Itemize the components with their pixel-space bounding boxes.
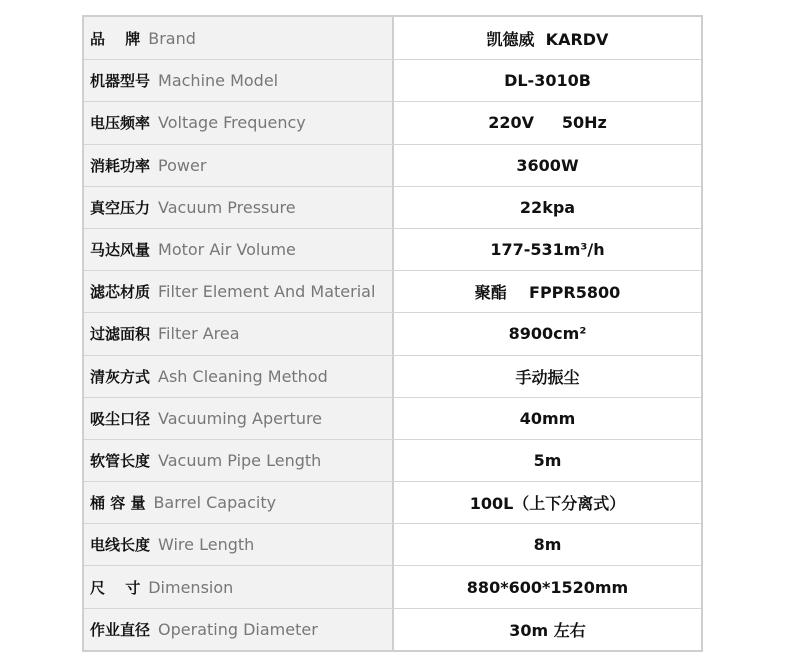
table-row — [84, 481, 701, 523]
spec-label-en: Machine Model — [158, 71, 279, 91]
spec-value: 凯德威 KARDV — [486, 29, 609, 49]
spec-label-cn: 过滤面积 — [90, 325, 151, 344]
spec-label-cell — [84, 482, 394, 523]
spec-label-en: Ash Cleaning Method — [158, 366, 328, 386]
spec-value: 40mm — [519, 408, 576, 428]
spec-label-cn: 机器型号 — [90, 72, 151, 91]
table-row — [84, 59, 701, 101]
spec-label-cell — [84, 356, 394, 397]
table-row — [84, 355, 701, 397]
table-row — [84, 228, 701, 270]
spec-label-cell — [84, 609, 394, 650]
spec-label-cn: 软管长度 — [90, 451, 151, 470]
spec-label-cn: 品 牌 — [90, 29, 141, 48]
spec-label-cn: 马达风量 — [90, 241, 151, 260]
spec-label-en: Vacuum Pressure — [158, 197, 296, 217]
spec-label-cell — [84, 271, 394, 312]
spec-value: 聚酯 FPPR5800 — [474, 283, 621, 303]
spec-value: 5m — [533, 450, 562, 470]
spec-label-cell — [84, 524, 394, 565]
table-row — [84, 144, 701, 186]
spec-label-cn: 吸尘口径 — [90, 409, 151, 428]
spec-label-cell — [84, 102, 394, 143]
spec-label-cn: 消耗功率 — [90, 156, 151, 175]
spec-value: 3600W — [516, 155, 579, 175]
spec-label-cell — [84, 566, 394, 607]
spec-value: 880*600*1520mm — [466, 577, 629, 597]
spec-label-cn: 电线长度 — [90, 536, 151, 555]
spec-label-en: Wire Length — [158, 535, 255, 555]
spec-label-cell — [84, 60, 394, 101]
spec-label-cell — [84, 17, 394, 59]
spec-label-en: Vacuuming Aperture — [158, 408, 323, 428]
spec-label-en: Motor Air Volume — [158, 240, 296, 260]
table-row — [84, 439, 701, 481]
spec-label-en: Brand — [148, 28, 196, 48]
spec-value: 8m — [533, 535, 562, 555]
table-row — [84, 312, 701, 354]
table-row — [84, 397, 701, 439]
spec-label-cn: 桶 容 量 — [90, 494, 146, 513]
table-row — [84, 523, 701, 565]
spec-label-cell — [84, 145, 394, 186]
table-row — [84, 101, 701, 143]
spec-label-cell — [84, 187, 394, 228]
spec-label-en: Dimension — [148, 577, 234, 597]
spec-label-cn: 电压频率 — [90, 114, 151, 133]
spec-label-cn: 清灰方式 — [90, 367, 151, 386]
spec-label-en: Filter Area — [158, 324, 240, 344]
table-row — [84, 17, 701, 59]
spec-label-en: Barrel Capacity — [153, 493, 277, 513]
table-row — [84, 565, 701, 607]
table-row — [84, 608, 701, 650]
spec-label-en: Filter Element And Material — [158, 282, 376, 302]
spec-value: 8900cm² — [508, 324, 587, 344]
spec-label-en: Vacuum Pipe Length — [158, 450, 322, 470]
spec-value: 30m 左右 — [509, 620, 586, 640]
spec-label-en: Voltage Frequency — [158, 113, 306, 133]
spec-label-cell — [84, 313, 394, 354]
spec-value: 22kpa — [519, 197, 576, 217]
table-row — [84, 186, 701, 228]
spec-value: 100L（上下分离式） — [469, 494, 626, 514]
spec-table — [82, 15, 703, 652]
spec-label-cn: 作业直径 — [90, 620, 151, 639]
spec-label-cn: 滤芯材质 — [90, 283, 151, 302]
spec-value: 177-531m³/h — [490, 240, 605, 260]
spec-label-cell — [84, 229, 394, 270]
table-row — [84, 270, 701, 312]
spec-label-cell — [84, 440, 394, 481]
spec-value: 手动振尘 — [515, 367, 580, 387]
spec-label-cn: 真空压力 — [90, 198, 151, 217]
spec-label-cn: 尺 寸 — [90, 578, 141, 597]
spec-label-en: Operating Diameter — [158, 619, 318, 639]
spec-label-en: Power — [158, 155, 207, 175]
spec-value: 220V 50Hz — [488, 113, 607, 133]
spec-label-cell — [84, 398, 394, 439]
spec-value: DL-3010B — [504, 71, 591, 91]
